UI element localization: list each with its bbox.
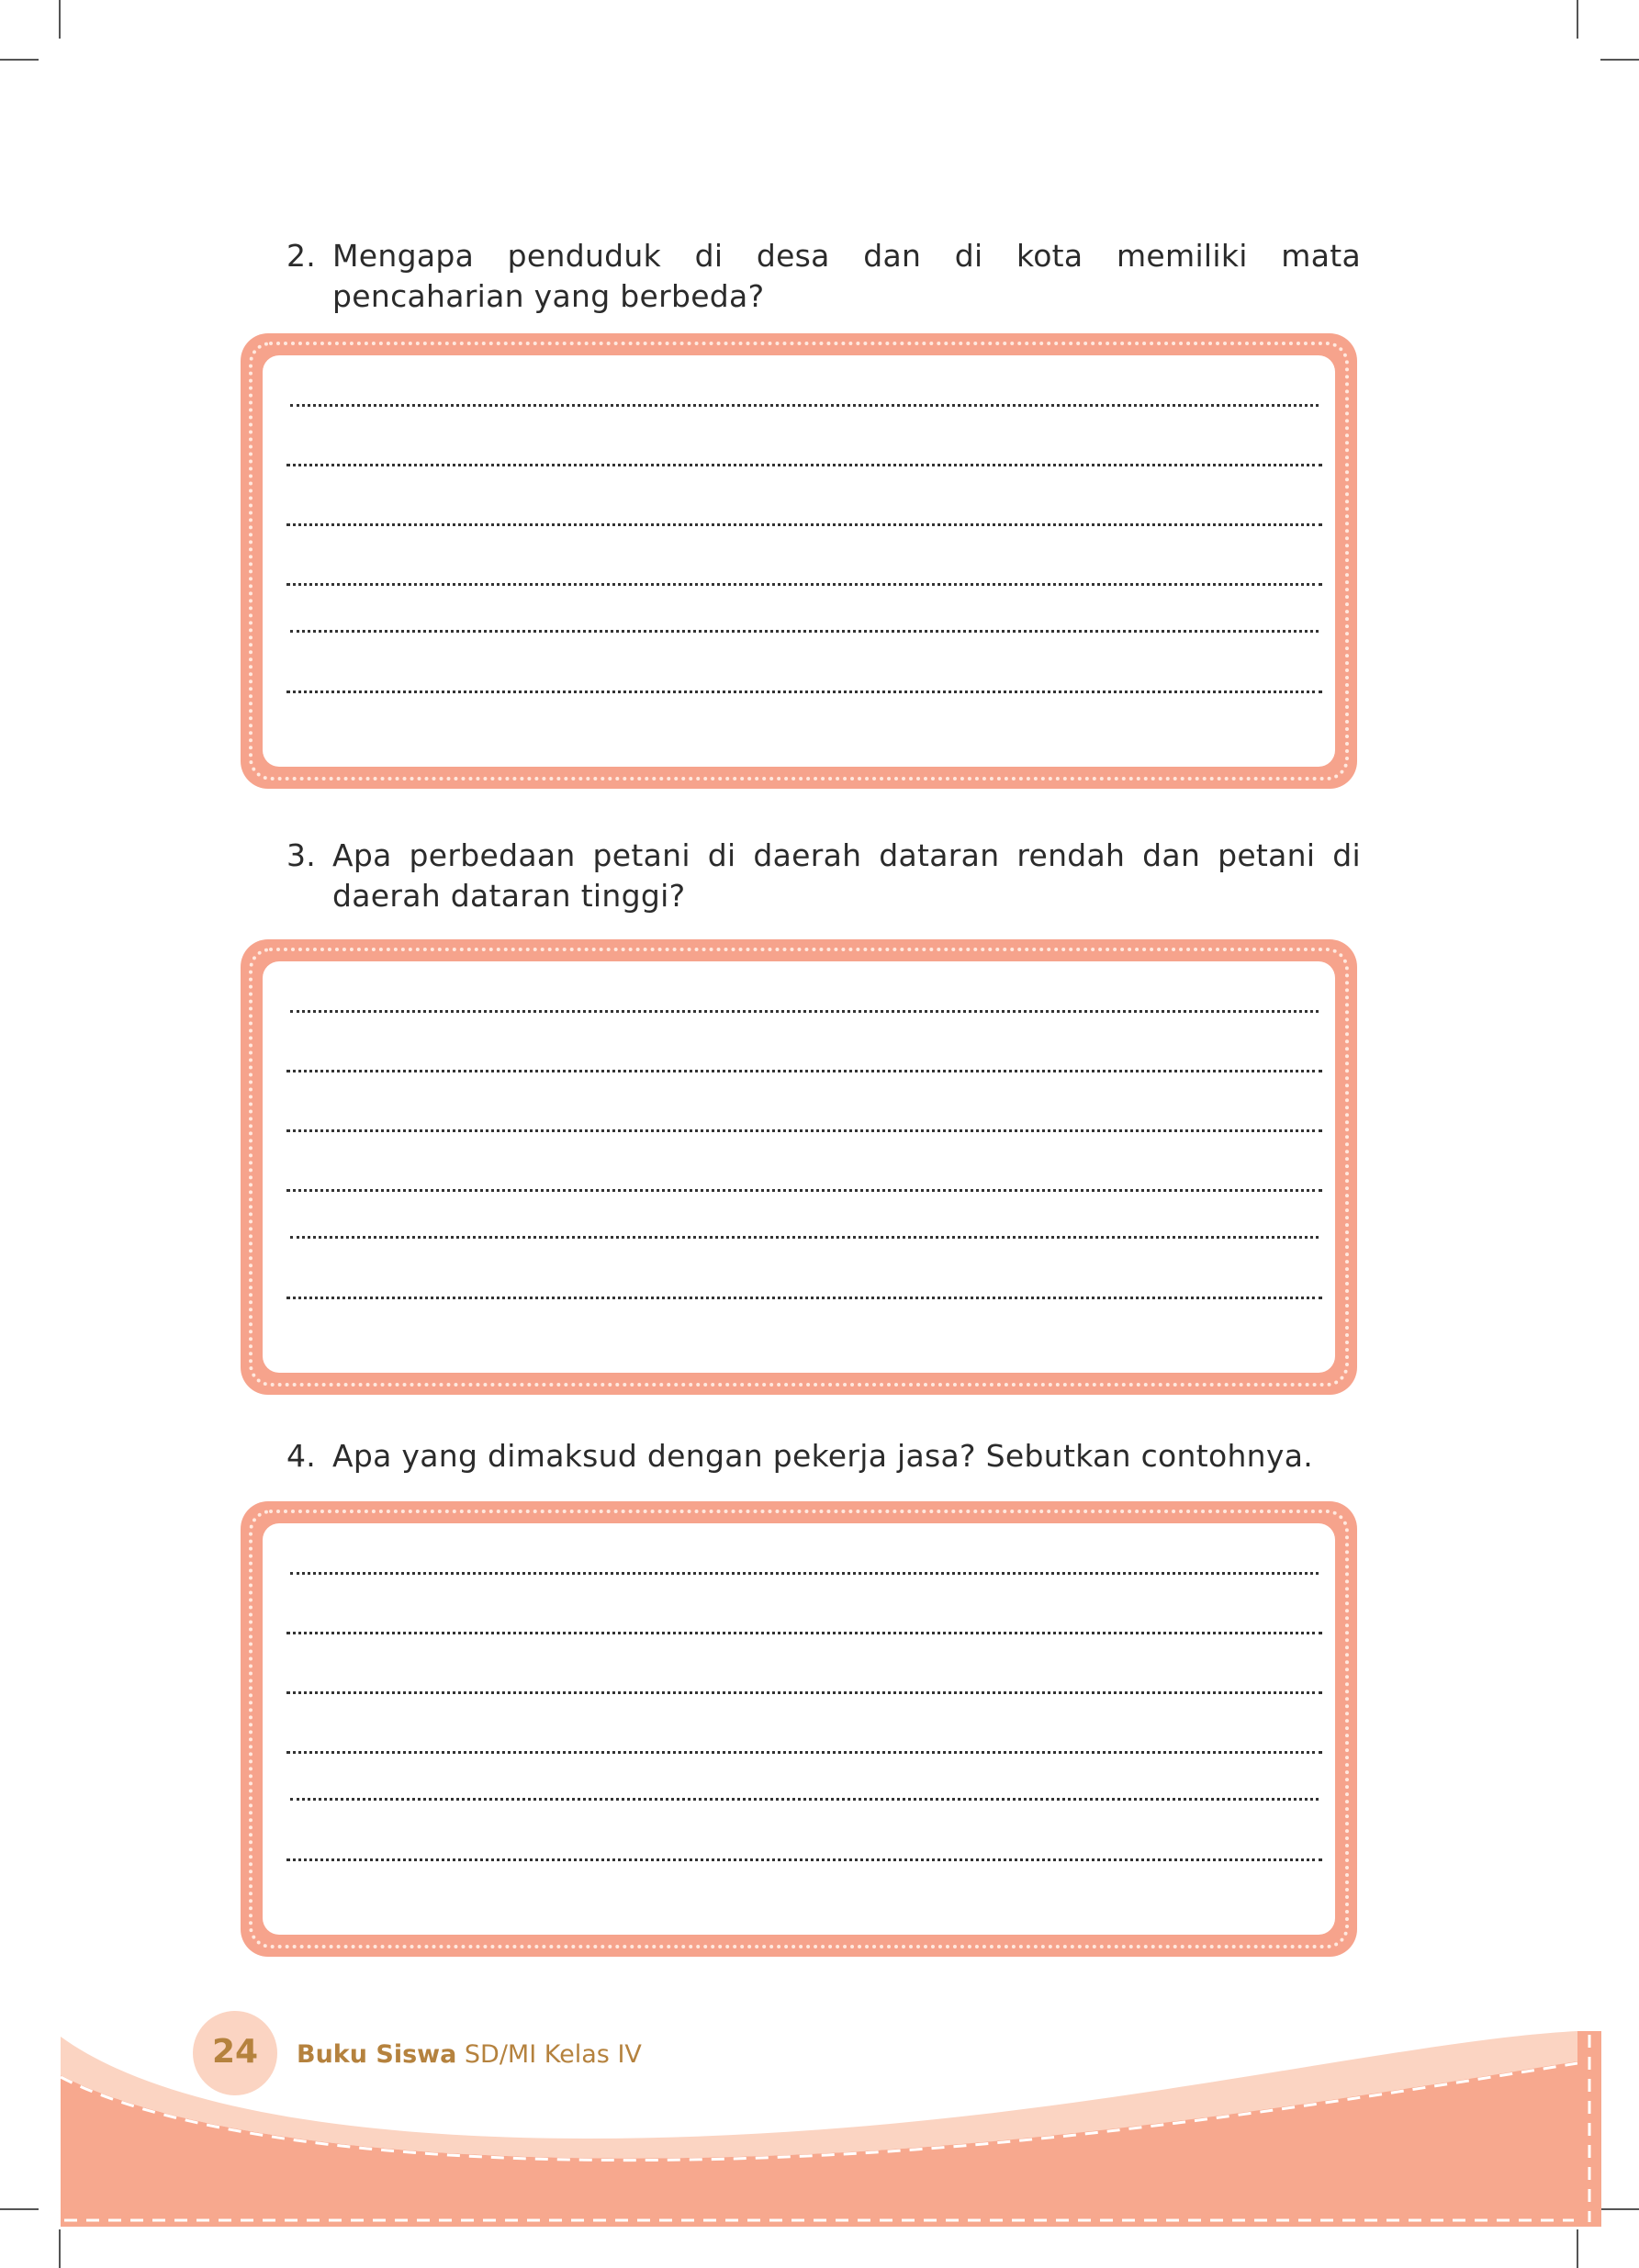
question-text: Mengapa penduduk di desa dan di kota memiliki mata pencaharian yang berbeda? <box>332 238 1361 314</box>
book-title <box>297 2039 642 2071</box>
book-title-rest: SD/MI Kelas IV <box>456 2040 642 2069</box>
question-number: 2. <box>286 238 317 274</box>
question-text: Apa perbedaan petani di daerah dataran rendah dan petani di daerah dataran tinggi? <box>332 837 1361 914</box>
book-title-bold: Buku Siswa <box>297 2040 457 2069</box>
question-number: 4. <box>286 1438 317 1474</box>
page-number: 24 <box>211 2033 259 2071</box>
question-text: Apa yang dimaksud dengan pekerja jasa? Sebutkan contohnya. <box>332 1438 1314 1474</box>
question-number: 3. <box>286 837 317 873</box>
